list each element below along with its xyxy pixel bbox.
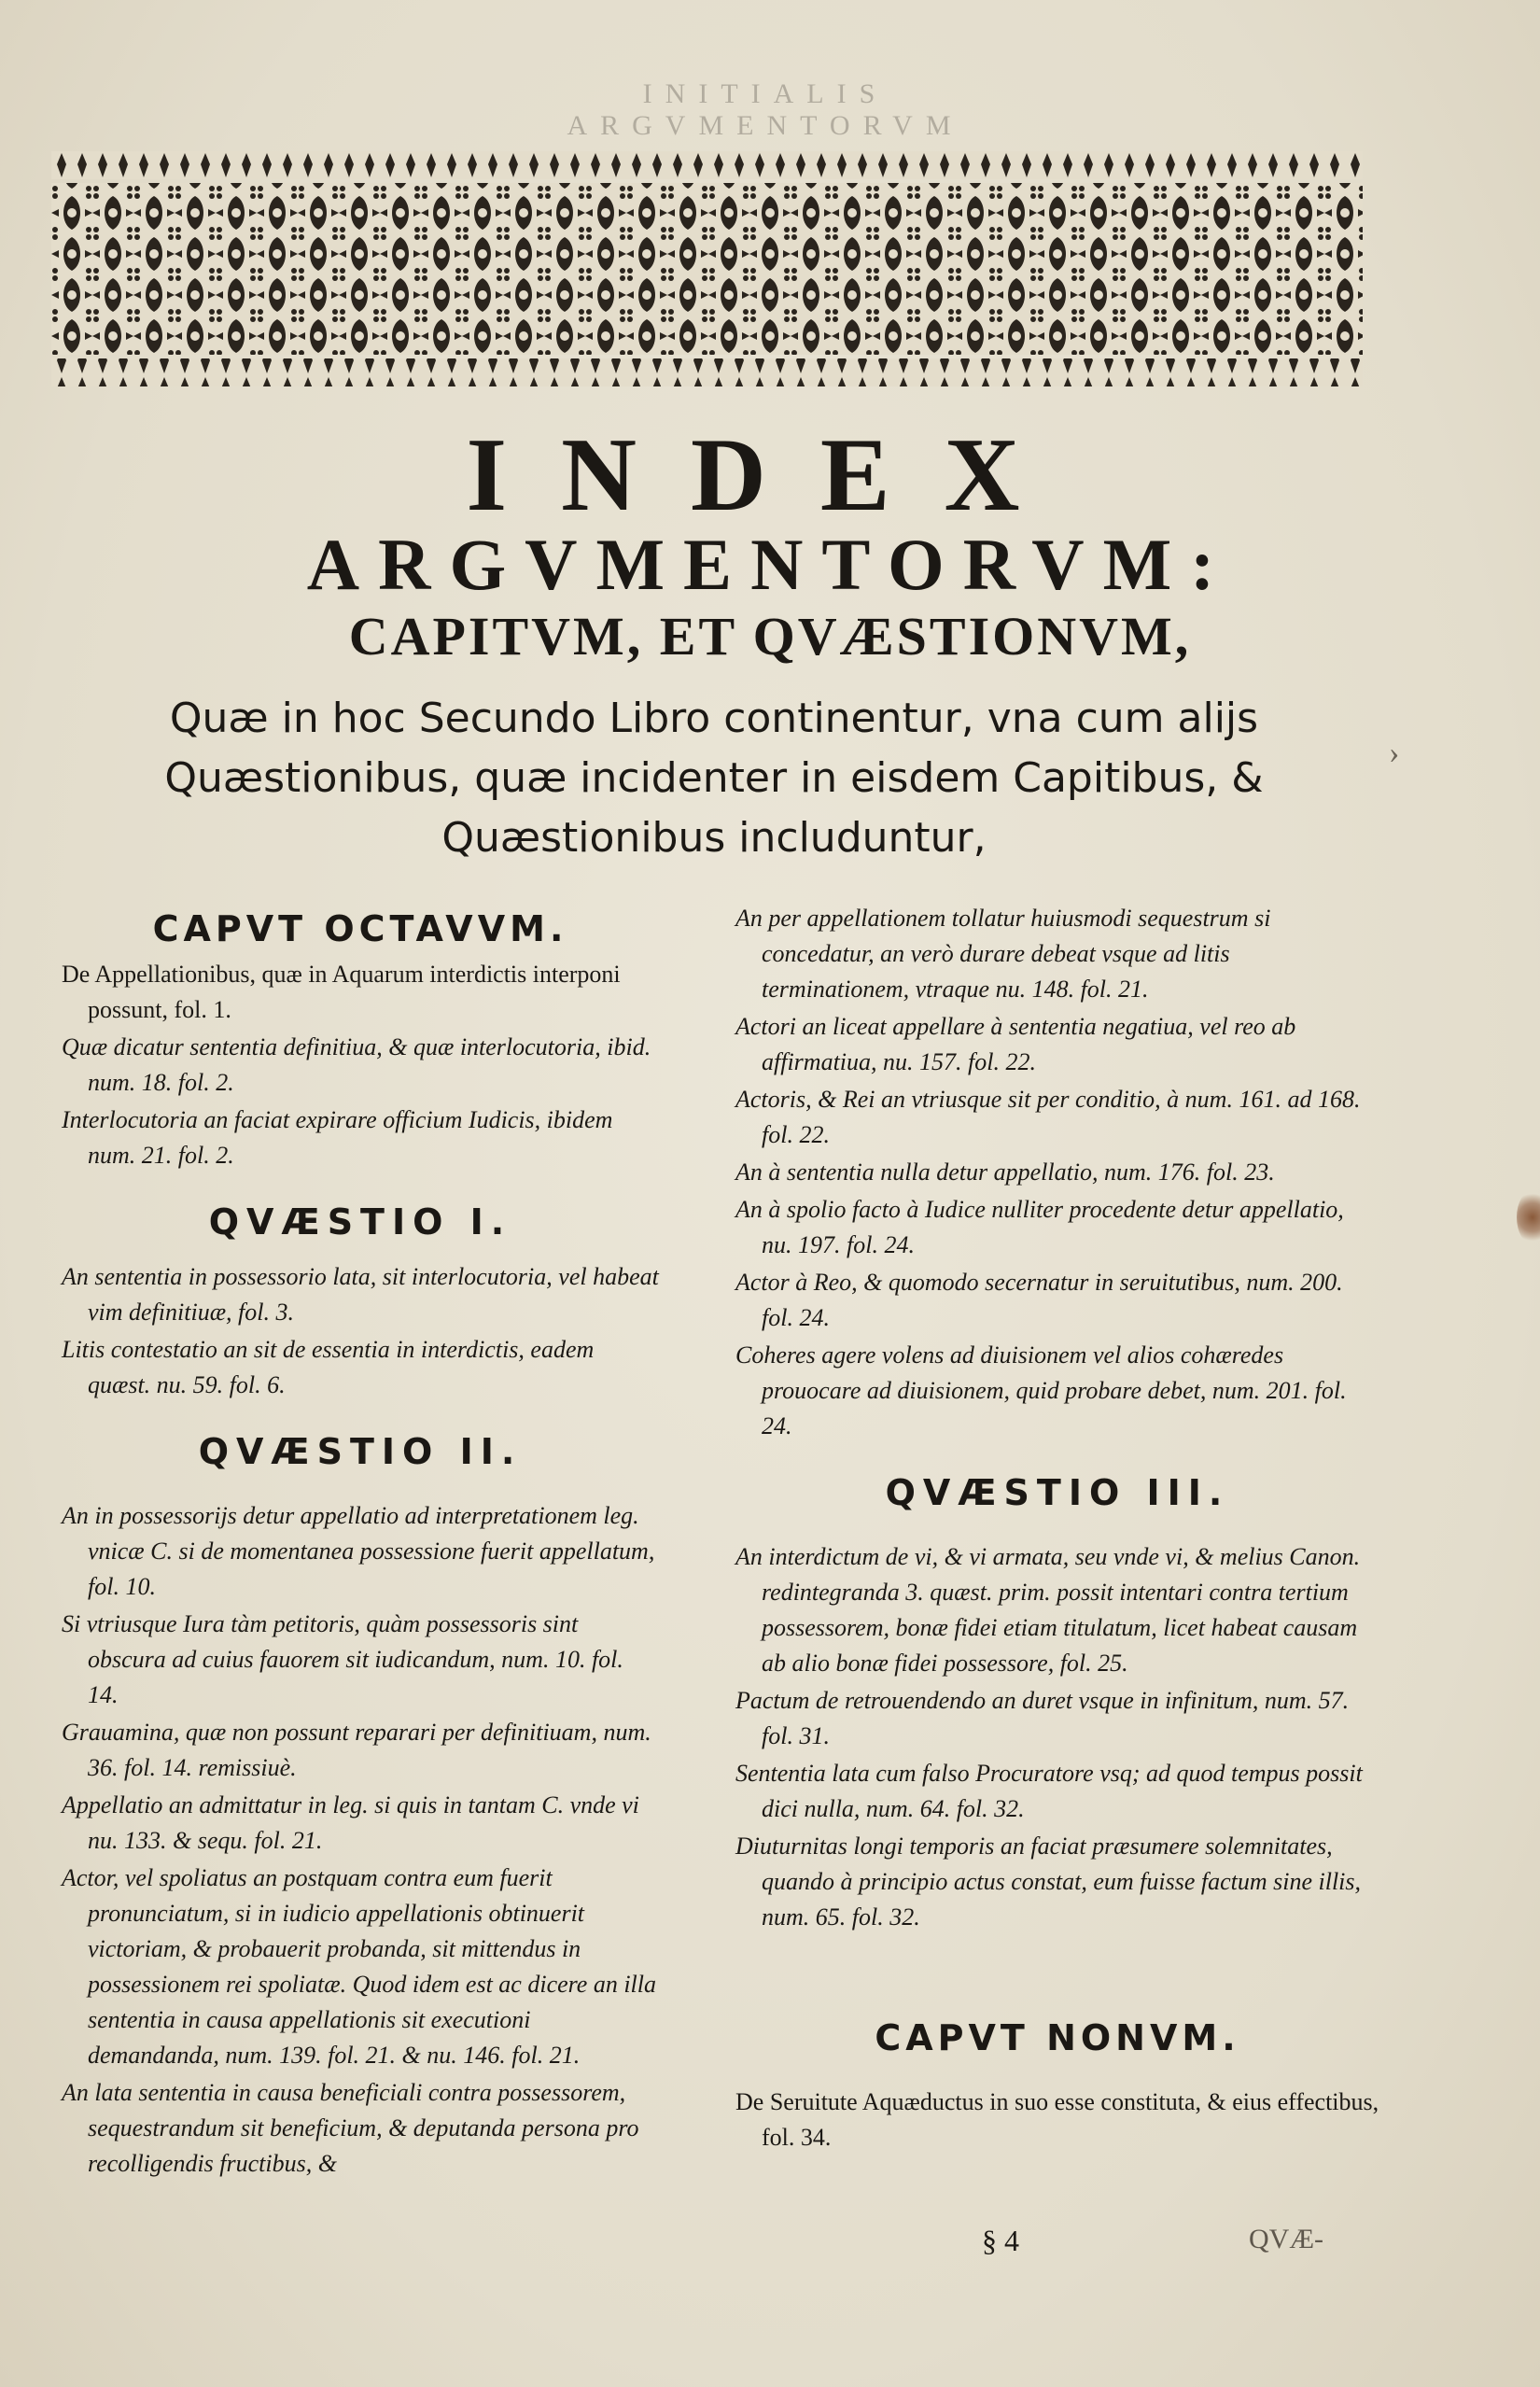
index-entry: Sententia lata cum falso Procuratore vsq; ad quod tempus possit dici nulla, num. 64. fol. 32. [735,1760,1363,1822]
running-head: INITIALIS ARGVMENTORVM [567,78,964,141]
index-entry: Appellatio an admittatur in leg. si quis in tantam C. vnde vi nu. 133. & sequ. fol. 21. [62,1791,639,1854]
index-entry: Grauamina, quæ non possunt reparari per definitiuam, num. 36. fol. 14. remissiuè. [62,1719,651,1781]
heading-quaestio-3: QVÆSTIO III. [885,1472,1230,1513]
index-entry: Actor, vel spoliatus an postquam contra eum fuerit pronunciatum, si in iudicio appellationis obtinuerit victoriam, & probauerit probanda, sit mittendus in possessionem rei spoliatæ. Quod idem est ac dicere an illa sententia in causa appellationis sit executioni demandanda, num. 139. fol. 21. & nu. 146. fol. 21. [62,1864,657,2069]
heading-quaestio-1: QVÆSTIO I. [208,1201,512,1243]
index-entry: An à spolio facto à Iudice nulliter procedente detur appellatio, nu. 197. fol. 24. [735,1196,1344,1258]
index-entry: Si vtriusque Iura tàm petitoris, quàm possessoris sint obscura ad cuius fauorem sit iudicandum, num. 10. fol. 14. [62,1610,623,1708]
index-entry: Coheres agere volens ad diuisionem vel alios cohæredes prouocare ad diuisionem, quid probare debet, num. 201. fol. 24. [735,1341,1347,1439]
right-column [735,901,1379,2157]
index-entry: Litis contestatio an sit de essentia in interdictis, eadem quæst. nu. 59. fol. 6. [62,1336,595,1398]
margin-mark: › [1389,736,1400,770]
index-entry: De Appellationibus, quæ in Aquarum interdictis interponi possunt, fol. 1. [62,961,621,1023]
index-entry: Interlocutoria an faciat expirare officium Iudicis, ibidem num. 21. fol. 2. [62,1106,613,1169]
index-entry: An interdictum de vi, & vi armata, seu vnde vi, & melius Canon. redintegranda 3. quæst. prim. possit intentari contra tertium possessorem, bonæ fidei etiam titulatum, licet habeat causam ab alio bonæ fidei possessore, fol. 25. [735,1543,1361,1677]
index-entry: An sententia in possessorio lata, sit interlocutoria, vel habeat vim definitiuæ, fol. 3. [62,1263,659,1326]
index-entry: De Seruitute Aquæductus in suo esse constituta, & eius effectibus, fol. 34. [735,2088,1379,2151]
heading-capvt-octavvm: CAPVT OCTAVVM. [152,908,568,949]
left-column [62,901,659,2183]
index-entry: Diuturnitas longi temporis an faciat præsumere solemnitates, quando à principio actus constat, eum fuisse factum sine illis, num. 65. fol. 32. [735,1832,1362,1931]
index-entry: Quæ dicatur sententia definitiua, & quæ interlocutoria, ibid. num. 18. fol. 2. [62,1033,651,1096]
index-entry: An per appellationem tollatur huiusmodi sequestrum si concedatur, an verò durare debeat vsque ad litis terminationem, vtraque nu. 148. fol. 21. [735,905,1271,1003]
title-argumentorum: ARGVMENTORVM: [306,524,1234,605]
paper-stain [1517,1190,1540,1244]
heading-quaestio-2: QVÆSTIO II. [198,1431,523,1472]
title-capitum: CAPITVM, ET QVÆSTIONVM, [348,606,1192,667]
catchword: QVÆ- [1249,2224,1323,2254]
index-entry: An in possessorijs detur appellatio ad interpretationem leg. vnicæ C. si de momentanea possessione fuerit appellatum, fol. 10. [62,1502,655,1600]
headpiece-ornament [51,151,1363,386]
title-index: INDEX [466,417,1074,533]
title-subtitle: Quæ in hoc Secundo Libro continentur, vna cum alijs Quæstionibus, quæ incidenter in eisdem Capitibus, & Quæstionibus includuntur, [164,695,1264,862]
index-entry: An à sententia nulla detur appellatio, num. 176. fol. 23. [735,1158,1275,1186]
index-entry: Actor à Reo, & quomodo secernatur in seruitutibus, num. 200. fol. 24. [735,1269,1343,1331]
index-entry: Actori an liceat appellare à sententia negatiua, vel reo ab affirmatiua, nu. 157. fol. 22. [735,1013,1296,1075]
index-entry: Actoris, & Rei an vtriusque sit per conditio, à num. 161. ad 168. fol. 22. [735,1086,1361,1148]
signature-mark: § 4 [982,2224,1019,2257]
heading-capvt-nonvm: CAPVT NONVM. [875,2017,1240,2058]
index-entry: Pactum de retrouendendo an duret vsque in infinitum, num. 57. fol. 31. [735,1687,1350,1749]
index-entry: An lata sententia in causa beneficiali contra possessorem, sequestrandum sit beneficium, & deputanda persona pro recolligendis fructibus, & [62,2079,639,2177]
